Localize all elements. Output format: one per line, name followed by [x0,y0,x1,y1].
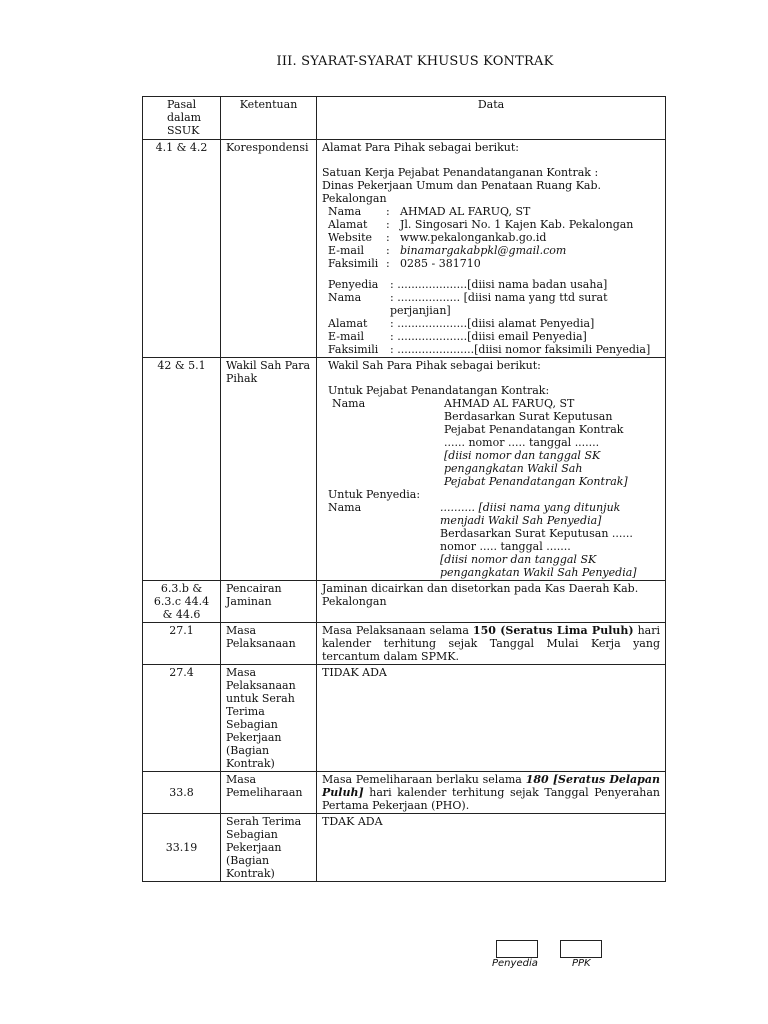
table-row [143,814,666,882]
ketentuan-cell: Wakil Sah Para Pihak [221,358,317,581]
pasal-cell: 6.3.b & 6.3.c 44.4 & 44.6 [143,581,221,623]
pasal-cell: 42 & 5.1 [143,358,221,581]
ppk-contact: Nama : AHMAD AL FARUQ, ST Alamat : Jl. Singosari No. 1 Kajen Kab. Pekalongan Website : www.pekalongankab.go.id E-mail : binamargakabpkl@gmail.com Faksimili : 0285 - 381710 [328,205,634,270]
pasal-cell: 33.19 [143,814,221,882]
wakil-ppk: Nama AHMAD AL FARUQ, ST Berdasarkan Surat Keputusan Pejabat Penandatangan Kontrak ...... nomor ..... tanggal ....... [diisi nomor dan tanggal SK pengangkatan Wakil Sah Pejabat Penandatangan Kontrak] [332,397,628,488]
table-row [143,358,666,581]
header-pasal: Pasal dalam SSUK [143,97,221,140]
table-row [143,623,666,665]
data-cell: Masa Pelaksanaan selama 150 (Seratus Lima Puluh) hari kalender terhitung sejak Tanggal Mulai Kerja yang tercantum dalam SPMK. [317,623,666,665]
data-cell: TIDAK ADA [317,665,666,772]
table-row [143,665,666,772]
table-row [143,772,666,814]
ketentuan-cell: Serah Terima Sebagian Pekerjaan (Bagian Kontrak) [221,814,317,882]
data-cell: TDAK ADA [317,814,666,882]
pasal-cell: 27.1 [143,623,221,665]
pasal-cell: 27.4 [143,665,221,772]
table-row [143,581,666,623]
paraf-footer [0,940,768,980]
data-cell: Alamat Para Pihak sebagai berikut: Satuan Kerja Pejabat Penandatanganan Kontrak : Dinas Pekerjaan Umum dan Penataan Ruang Kab. Pekalongan Nama : AHMAD AL FARUQ, ST Alamat : Jl. Singosari No. 1 Kajen Kab. Pekalongan Website : www.pekalongankab.go.id E-mail : binamargakabpkl@gmail.com Faksimili : 0285 - 381710 Penyedia : ....................[diisi nama badan usaha] Nama : .................. [diisi nama yang ttd surat perjanjian] Alamat : ....................[diisi alamat Penyedia] E-mail : ....................[diisi email Penyedia] Faksimili : ......................[diisi nomor faksimili Penyedia] [317,140,666,358]
paraf-box-ppk [560,940,602,958]
paraf-label-ppk: PPK [572,958,591,969]
data-cell: Wakil Sah Para Pihak sebagai berikut: Untuk Pejabat Penandatangan Kontrak: Nama AHMAD AL FARUQ, ST Berdasarkan Surat Keputusan Pejabat Penandatangan Kontrak ...... nomor ..... tanggal ....... [diisi nomor dan tanggal SK pengangkatan Wakil Sah Pejabat Penandatangan Kontrak] Untuk Penyedia: Nama .......... [diisi nama yang ditunjuk menjadi Wakil Sah Penyedia] Berdasarkan Surat Keputusan ...... nomor ..... tanggal ....... [diisi nomor dan tanggal SK pengangkatan Wakil Sah Penyedia] [317,358,666,581]
data-cell: Jaminan dicairkan dan disetorkan pada Kas Daerah Kab. Pekalongan [317,581,666,623]
document-title: III. SYARAT-SYARAT KHUSUS KONTRAK [276,54,554,69]
header-ketentuan: Ketentuan [221,97,317,140]
ketentuan-cell: Masa Pemeliharaan [221,772,317,814]
ssk-table [142,96,666,882]
data-cell: Masa Pemeliharaan berlaku selama 180 [Seratus Delapan Puluh] hari kalender terhitung sejak Tanggal Penyerahan Pertama Pekerjaan (PHO). [317,772,666,814]
ketentuan-cell: Masa Pelaksanaan untuk Serah Terima Sebagian Pekerjaan (Bagian Kontrak) [221,665,317,772]
penyedia-contact: Penyedia : ....................[diisi nama badan usaha] Nama : .................. [diisi nama yang ttd surat perjanjian] Alamat : ....................[diisi alamat Penyedia] E-mail : ....................[diisi email Penyedia] Faksimili : ......................[diisi nomor faksimili Penyedia] [328,278,651,356]
paraf-box-penyedia [496,940,538,958]
paraf-label-penyedia: Penyedia [492,958,538,969]
pasal-cell: 33.8 [143,772,221,814]
table-header-row [143,97,666,140]
header-data: Data [317,97,666,140]
ketentuan-cell: Korespondensi [221,140,317,358]
pasal-cell: 4.1 & 4.2 [143,140,221,358]
ketentuan-cell: Pencairan Jaminan [221,581,317,623]
wakil-penyedia: Nama .......... [diisi nama yang ditunjuk menjadi Wakil Sah Penyedia] Berdasarkan Surat Keputusan ...... nomor ..... tanggal ....... [diisi nomor dan tanggal SK pengangkatan Wakil Sah Penyedia] [328,501,637,579]
table-row [143,140,666,358]
ketentuan-cell: Masa Pelaksanaan [221,623,317,665]
